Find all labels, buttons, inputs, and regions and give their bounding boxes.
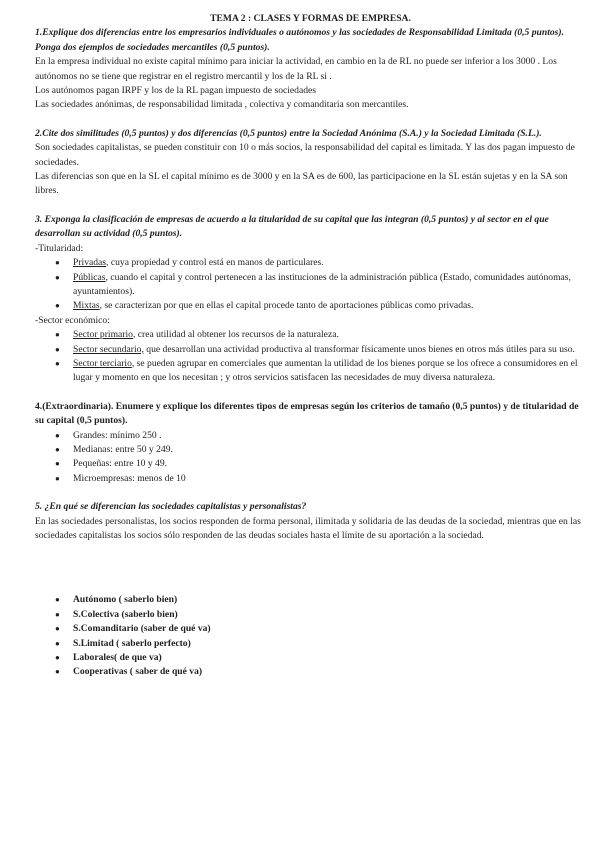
answer-1-paragraph: Las sociedades anónimas, de responsabilidad limitada , colectiva y comanditaria son mercantiles. bbox=[35, 99, 409, 111]
section-1 bbox=[35, 26, 586, 112]
list-item: ● Grandes: mínimo 250 . bbox=[35, 429, 586, 443]
company-types-list bbox=[35, 593, 586, 679]
answer-1-paragraph: En la empresa individual no existe capital mínimo para iniciar la actividad, en cambio en la de RL no puede ser inferior a los 3000 . Los autónomos no se tiene que registrar en el registro mercantil y los de la RL si . bbox=[35, 56, 557, 82]
answer-2-paragraph: Las diferencias son que en la SL el capital mínimo es de 3000 y en la SA es de 600, las participacione en la SL están sujetas y en la SA son libres. bbox=[35, 171, 568, 197]
list-item-term: Privadas bbox=[73, 257, 107, 269]
list-item-text: , crea utilidad al obtener los recursos de la naturaleza. bbox=[132, 329, 339, 341]
sector-label: -Sector económico: bbox=[35, 314, 110, 326]
answer-1-paragraph: Los autónomos pagan IRPF y los de la RL pagan impuesto de sociedades bbox=[35, 85, 317, 97]
section-2 bbox=[35, 127, 586, 199]
list-item bbox=[35, 328, 586, 342]
list-item: ● Pequeñas: entre 10 y 49. bbox=[35, 457, 586, 471]
list-item bbox=[35, 271, 586, 300]
list-item-text: que desarrollan una actividad productiva al transformar físicamente unos bienes en otros más útiles para su uso. bbox=[143, 343, 575, 355]
question-3: 3. Exponga la clasificación de empresas de acuerdo a la titularidad de su capital que las integran (0,5 puntos) y al sector en el que desarrollan su actividad (0,5 puntos). bbox=[35, 213, 549, 240]
list-item-text: , cuando el capital y control pertenecen a las instituciones de la administración pública (Estado, comunidades autónomas, ayuntamientos). bbox=[73, 271, 571, 297]
titularidad-label: -Titularidad: bbox=[35, 242, 84, 254]
question-4: 4.(Extraordinaria). Enumere y explique los diferentes tipos de empresas según los criterios de tamaño (0,5 puntos) y de titularidad de su capital (0,5 puntos). bbox=[35, 400, 579, 427]
list-item-text: , se caracterizan por que en ellas el capital procede tanto de aportaciones públicas como privadas. bbox=[99, 300, 474, 312]
answer-2-paragraph: Son sociedades capitalistas, se pueden constituir con 10 o más socios, la responsabilidad del capital es limitada. Y las dos pagan impuesto de sociedades. bbox=[35, 142, 575, 168]
titularidad-list bbox=[35, 256, 586, 314]
list-item bbox=[35, 256, 586, 270]
list-item-text: , se pueden agrupar en comerciales que aumentan la utilidad de los bienes porque se los ofrece a consumidores en el lugar y momento en que los necesitan ; y otros servicios satisfacen las necesidades de muy diversa naturaleza. bbox=[73, 357, 578, 384]
list-item-text: , cuya propiedad y control está en manos de particulares. bbox=[106, 257, 324, 269]
list-item bbox=[35, 343, 586, 357]
question-5: 5. ¿En qué se diferencian las sociedades capitalistas y personalistas? bbox=[35, 501, 307, 513]
size-list bbox=[35, 429, 586, 487]
list-item: ● S.Colectiva (saberlo bien) bbox=[35, 608, 586, 622]
list-item-term: Sector terciario bbox=[73, 357, 132, 369]
page-title: TEMA 2 : CLASES Y FORMAS DE EMPRESA. bbox=[210, 13, 411, 24]
answer-5-paragraph: En las sociedades personalistas, los socios responden de forma personal, ilimitada y solidaria de las deudas de la sociedad, mientras que en las sociedades capitalistas los socios sólo responden de las deudas sociales hasta el límite de su aportación a la sociedad. bbox=[35, 515, 581, 541]
list-item: ● Autónomo ( saberlo bien) bbox=[35, 593, 586, 607]
sector-list bbox=[35, 328, 586, 386]
list-item: ● Laborales( de que va) bbox=[35, 651, 586, 665]
list-item: ● S.Limitad ( saberlo perfecto) bbox=[35, 637, 586, 651]
list-item: ● S.Comanditario (saber de qué va) bbox=[35, 622, 586, 636]
section-5 bbox=[35, 500, 586, 543]
list-item: ● Microempresas: menos de 10 bbox=[35, 472, 586, 486]
list-item-term: Sector primario bbox=[73, 329, 133, 341]
question-2: 2.Cite dos similitudes (0,5 puntos) y dos diferencias (0,5 puntos) entre la Sociedad Anónima (S.A.) y la Sociedad Limitada (S.L.). bbox=[35, 127, 542, 139]
list-item-term: Públicas bbox=[73, 271, 106, 283]
list-item-term: Mixtas bbox=[73, 300, 100, 312]
section-3 bbox=[35, 213, 586, 386]
list-item-term: Sector secundario, bbox=[73, 343, 144, 355]
list-item: ● Cooperativas ( saber de qué va) bbox=[35, 665, 586, 679]
question-1: 1.Explique dos diferencias entre los empresarios individuales o autónomos y las sociedades de Responsabilidad Limitada (0,5 puntos). Ponga dos ejemplos de sociedades mercantiles (0,5 puntos). bbox=[35, 27, 565, 53]
list-item: ● Medianas: entre 50 y 249. bbox=[35, 443, 586, 457]
list-item bbox=[35, 357, 586, 386]
list-item bbox=[35, 299, 586, 313]
section-4 bbox=[35, 400, 586, 486]
